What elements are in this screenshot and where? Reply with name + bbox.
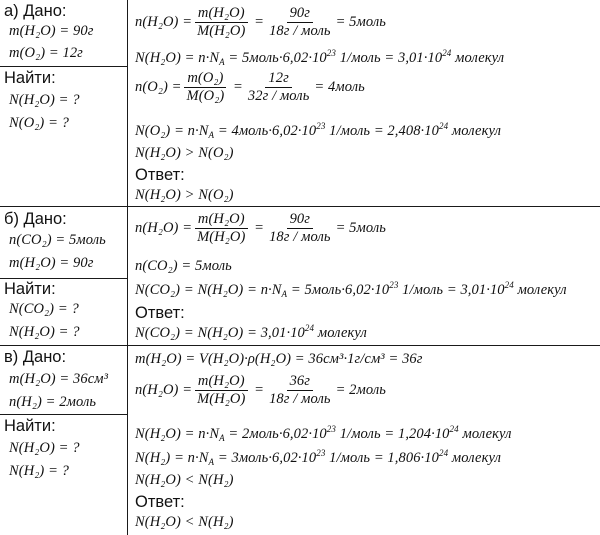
part-c-solution-line: m(H₂O) = V(H₂O)·ρ(H₂O) = 36см³·1г/см³ = 36г [135, 351, 423, 367]
part-c-given-find-divider [0, 414, 127, 415]
part-b-given-item: n(CO₂) = 5моль [9, 232, 106, 248]
part-b-find-item: N(H₂O) = ? [9, 324, 80, 340]
part-a-answer-label: Ответ: [135, 166, 185, 184]
part-b-answer-label: Ответ: [135, 304, 185, 322]
part-b-answer: $N(CO_2) = N(H_2O) = 3,01\cdot 10^{24}$ молекул [135, 323, 367, 341]
part-b-solution-line: $N(CO_2) = N(H_2O) = n\cdot N_A$ = $5моль\cdot 6,02\cdot 10^{23}$ 1/моль = $3,01\cdot 10^{24}$ молекул [135, 280, 567, 299]
part-b-given-header: б) Дано: [4, 210, 67, 228]
part-c-answer: N(H₂O) < N(H₂) [135, 514, 234, 530]
part-c-solution-line: $N(H_2O) = n\cdot N_A$ = $2моль\cdot 6,02\cdot 10^{23}$ 1/моль = $1,204\cdot 10^{24}$ молекул [135, 424, 512, 443]
part-a-given-item: m(O₂) = 12г [9, 45, 83, 61]
part-b-solution-line: n(CO₂) = 5моль [135, 258, 232, 274]
part-c-find-header: Найти: [4, 417, 56, 435]
part-a-fraction-equation: n(H₂O) = $\frac{\text{m(H₂O)}}{\text{M(H₂O)}}$ = $\frac{90г}{\text{18г / моль}}$ = 5моль [135, 5, 386, 40]
part-a-given-find-divider [0, 66, 127, 67]
part-b-given-item: m(H₂O) = 90г [9, 255, 94, 271]
part-a-solution-line: $N(O_2) = n\cdot N_A$ = $4моль\cdot 6,02\cdot 10^{23}$ 1/моль = $2,408\cdot 10^{24}$ молекул [135, 121, 502, 140]
part-a-answer: N(H₂O) > N(O₂) [135, 187, 234, 203]
part-a-find-header: Найти: [4, 69, 56, 87]
part-a-given-item: m(H₂O) = 90г [9, 23, 94, 39]
part-b-fraction-equation: n(H₂O) = $\frac{\text{m(H₂O)}}{\text{M(H₂O)}}$ = $\frac{90г}{\text{18г / моль}}$ = 5моль [135, 211, 386, 246]
part-c-given-item: m(H₂O) = 36см³ [9, 371, 109, 387]
part-a-given-header: а) Дано: [4, 2, 67, 20]
part-b-find-header: Найти: [4, 280, 56, 298]
part-a-divider [0, 206, 600, 207]
part-a-solution-line: N(H₂O) > N(O₂) [135, 145, 234, 161]
part-a-solution-line: $N(H_2O) = n\cdot N_A$ = $5моль\cdot 6,02\cdot 10^{23}$ 1/моль = $3,01\cdot 10^{24}$ молекул [135, 48, 505, 67]
part-c-find-item: N(H₂) = ? [9, 463, 70, 479]
part-b-given-find-divider [0, 278, 127, 279]
part-c-answer-label: Ответ: [135, 493, 185, 511]
part-b-divider [0, 345, 600, 346]
part-a-find-item: N(O₂) = ? [9, 115, 70, 131]
part-c-find-item: N(H₂O) = ? [9, 440, 80, 456]
part-c-solution-line: $N(H_2) = n\cdot N_A$ = $3моль\cdot 6,02\cdot 10^{23}$ 1/моль = $1,806\cdot 10^{24}$ молекул [135, 448, 502, 467]
part-c-solution-line: N(H₂O) < N(H₂) [135, 472, 234, 488]
part-a-fraction-equation: n(O₂) = $\frac{\text{m(O₂)}}{\text{M(O₂)}}$ = $\frac{12г}{\text{32г / моль}}$ = 4моль [135, 70, 365, 105]
part-c-given-item: n(H₂) = 2моль [9, 394, 97, 410]
part-c-given-header: в) Дано: [4, 348, 67, 366]
vertical-divider [127, 0, 128, 535]
part-c-fraction-equation: n(H₂O) = $\frac{\text{m(H₂O)}}{\text{M(H₂O)}}$ = $\frac{36г}{\text{18г / моль}}$ = 2моль [135, 373, 386, 408]
part-b-find-item: N(CO₂) = ? [9, 301, 79, 317]
part-a-find-item: N(H₂O) = ? [9, 92, 80, 108]
